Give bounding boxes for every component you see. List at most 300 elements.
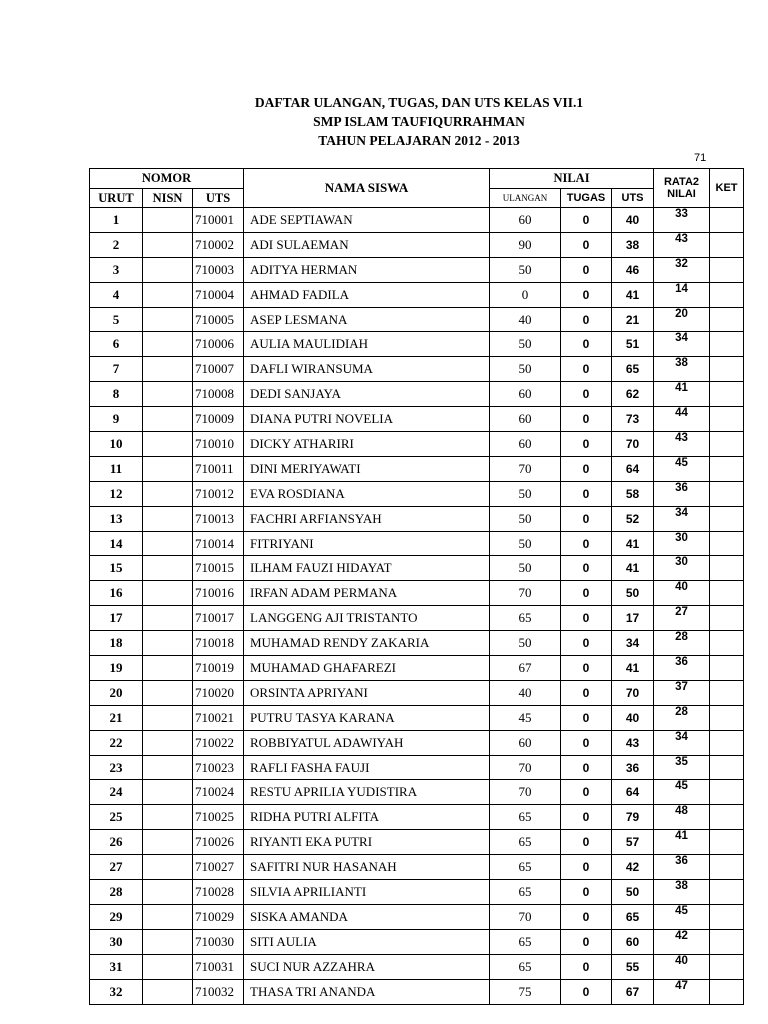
cell-uts-score: 50 [612, 581, 654, 606]
cell-urut: 14 [90, 531, 143, 556]
cell-ket [710, 531, 744, 556]
header-nisn: NISN [143, 189, 193, 208]
cell-ulangan: 40 [490, 680, 561, 705]
table-row [90, 656, 744, 681]
cell-rata-nilai: 30 [654, 556, 710, 581]
cell-rata-nilai: 45 [654, 456, 710, 481]
cell-nisn [143, 705, 193, 730]
cell-student-name: ROBBIYATUL ADAWIYAH [244, 730, 490, 755]
cell-student-name: ORSINTA APRIYANI [244, 680, 490, 705]
cell-uts-number: 710012 [193, 481, 244, 506]
cell-ulangan: 65 [490, 880, 561, 905]
cell-nisn [143, 407, 193, 432]
cell-tugas: 0 [561, 880, 612, 905]
cell-uts-number: 710020 [193, 680, 244, 705]
cell-ket [710, 208, 744, 233]
header-rata-line2: NILAI [667, 188, 696, 200]
table-row [90, 830, 744, 855]
cell-tugas: 0 [561, 730, 612, 755]
cell-ulangan: 40 [490, 307, 561, 332]
cell-urut: 25 [90, 805, 143, 830]
cell-uts-number: 710029 [193, 904, 244, 929]
cell-nisn [143, 432, 193, 457]
cell-student-name: THASA TRI ANANDA [244, 979, 490, 1004]
cell-ket [710, 904, 744, 929]
cell-tugas: 0 [561, 755, 612, 780]
cell-ulangan: 65 [490, 606, 561, 631]
table-row [90, 606, 744, 631]
cell-student-name: FACHRI ARFIANSYAH [244, 506, 490, 531]
cell-student-name: RIYANTI EKA PUTRI [244, 830, 490, 855]
cell-student-name: DAFLI WIRANSUMA [244, 357, 490, 382]
cell-uts-number: 710006 [193, 332, 244, 357]
cell-uts-number: 710021 [193, 705, 244, 730]
header-urut: URUT [90, 189, 143, 208]
cell-nisn [143, 307, 193, 332]
cell-uts-number: 710009 [193, 407, 244, 432]
table-row [90, 581, 744, 606]
cell-rata-nilai: 35 [654, 755, 710, 780]
cell-urut: 15 [90, 556, 143, 581]
cell-nisn [143, 780, 193, 805]
corner-number: 71 [694, 152, 707, 164]
table-row [90, 979, 744, 1004]
table-row [90, 282, 744, 307]
cell-ket [710, 680, 744, 705]
cell-uts-number: 710002 [193, 232, 244, 257]
cell-nisn [143, 805, 193, 830]
cell-ulangan: 60 [490, 382, 561, 407]
cell-nisn [143, 382, 193, 407]
cell-nisn [143, 929, 193, 954]
cell-urut: 1 [90, 208, 143, 233]
cell-tugas: 0 [561, 506, 612, 531]
cell-ket [710, 581, 744, 606]
header-row-top [90, 169, 744, 189]
cell-tugas: 0 [561, 432, 612, 457]
table-row [90, 680, 744, 705]
cell-uts-score: 67 [612, 979, 654, 1004]
cell-tugas: 0 [561, 581, 612, 606]
cell-tugas: 0 [561, 232, 612, 257]
header-nomor: NOMOR [90, 169, 244, 189]
cell-uts-score: 40 [612, 208, 654, 233]
cell-nisn [143, 282, 193, 307]
school-name: SMP ISLAM TAUFIQURRAHMAN [313, 114, 525, 129]
cell-student-name: AULIA MAULIDIAH [244, 332, 490, 357]
cell-urut: 8 [90, 382, 143, 407]
cell-uts-score: 65 [612, 357, 654, 382]
cell-urut: 19 [90, 656, 143, 681]
cell-rata-nilai: 44 [654, 407, 710, 432]
cell-ket [710, 481, 744, 506]
cell-ulangan: 67 [490, 656, 561, 681]
cell-uts-number: 710019 [193, 656, 244, 681]
cell-ulangan: 60 [490, 730, 561, 755]
cell-ket [710, 730, 744, 755]
cell-tugas: 0 [561, 705, 612, 730]
cell-student-name: AHMAD FADILA [244, 282, 490, 307]
table-row [90, 954, 744, 979]
cell-ulangan: 65 [490, 830, 561, 855]
cell-tugas: 0 [561, 307, 612, 332]
cell-urut: 24 [90, 780, 143, 805]
header-rata-nilai [654, 169, 710, 208]
cell-student-name: DEDI SANJAYA [244, 382, 490, 407]
cell-uts-number: 710004 [193, 282, 244, 307]
cell-rata-nilai: 45 [654, 904, 710, 929]
cell-uts-score: 55 [612, 954, 654, 979]
academic-year: TAHUN PELAJARAN 2012 - 2013 [318, 133, 520, 148]
cell-uts-score: 34 [612, 631, 654, 656]
cell-uts-score: 73 [612, 407, 654, 432]
cell-uts-number: 710007 [193, 357, 244, 382]
cell-ulangan: 65 [490, 855, 561, 880]
cell-rata-nilai: 28 [654, 631, 710, 656]
cell-ulangan: 45 [490, 705, 561, 730]
cell-uts-score: 58 [612, 481, 654, 506]
cell-uts-score: 52 [612, 506, 654, 531]
cell-ulangan: 60 [490, 208, 561, 233]
cell-uts-score: 57 [612, 830, 654, 855]
cell-urut: 2 [90, 232, 143, 257]
cell-uts-number: 710001 [193, 208, 244, 233]
cell-tugas: 0 [561, 656, 612, 681]
cell-uts-number: 710010 [193, 432, 244, 457]
cell-urut: 22 [90, 730, 143, 755]
cell-ket [710, 705, 744, 730]
cell-rata-nilai: 32 [654, 257, 710, 282]
cell-uts-score: 21 [612, 307, 654, 332]
cell-uts-number: 710032 [193, 979, 244, 1004]
cell-tugas: 0 [561, 257, 612, 282]
cell-tugas: 0 [561, 929, 612, 954]
table-row [90, 481, 744, 506]
cell-urut: 26 [90, 830, 143, 855]
cell-student-name: MUHAMAD GHAFAREZI [244, 656, 490, 681]
cell-student-name: RAFLI FASHA FAUJI [244, 755, 490, 780]
cell-uts-score: 46 [612, 257, 654, 282]
cell-urut: 7 [90, 357, 143, 382]
table-row [90, 307, 744, 332]
cell-ket [710, 432, 744, 457]
header-ket: KET [710, 169, 744, 208]
cell-nisn [143, 979, 193, 1004]
cell-uts-number: 710030 [193, 929, 244, 954]
cell-nisn [143, 954, 193, 979]
cell-urut: 13 [90, 506, 143, 531]
cell-tugas: 0 [561, 382, 612, 407]
cell-rata-nilai: 45 [654, 780, 710, 805]
cell-student-name: SAFITRI NUR HASANAH [244, 855, 490, 880]
cell-rata-nilai: 28 [654, 705, 710, 730]
cell-ket [710, 656, 744, 681]
cell-student-name: RIDHA PUTRI ALFITA [244, 805, 490, 830]
cell-uts-score: 70 [612, 432, 654, 457]
table-header [90, 169, 744, 208]
cell-ulangan: 70 [490, 456, 561, 481]
cell-ulangan: 65 [490, 954, 561, 979]
cell-nisn [143, 357, 193, 382]
cell-uts-score: 42 [612, 855, 654, 880]
cell-uts-number: 710031 [193, 954, 244, 979]
cell-urut: 21 [90, 705, 143, 730]
cell-nisn [143, 755, 193, 780]
header-uts: UTS [612, 189, 654, 208]
cell-nisn [143, 581, 193, 606]
cell-ket [710, 257, 744, 282]
cell-uts-score: 50 [612, 880, 654, 905]
document-title-block [0, 93, 768, 150]
cell-ket [710, 855, 744, 880]
cell-uts-number: 710026 [193, 830, 244, 855]
cell-student-name: PUTRU TASYA KARANA [244, 705, 490, 730]
cell-uts-score: 43 [612, 730, 654, 755]
cell-rata-nilai: 38 [654, 880, 710, 905]
table-row [90, 755, 744, 780]
cell-tugas: 0 [561, 680, 612, 705]
cell-nisn [143, 257, 193, 282]
cell-ket [710, 979, 744, 1004]
table-row [90, 332, 744, 357]
cell-tugas: 0 [561, 954, 612, 979]
cell-nisn [143, 232, 193, 257]
cell-nisn [143, 880, 193, 905]
cell-tugas: 0 [561, 556, 612, 581]
cell-urut: 9 [90, 407, 143, 432]
cell-uts-number: 710017 [193, 606, 244, 631]
cell-rata-nilai: 34 [654, 730, 710, 755]
document-title: DAFTAR ULANGAN, TUGAS, DAN UTS KELAS VII.1 [254, 95, 584, 110]
cell-ket [710, 307, 744, 332]
cell-uts-score: 65 [612, 904, 654, 929]
cell-student-name: EVA ROSDIANA [244, 481, 490, 506]
cell-rata-nilai: 40 [654, 581, 710, 606]
cell-uts-number: 710011 [193, 456, 244, 481]
cell-ulangan: 65 [490, 805, 561, 830]
cell-uts-score: 60 [612, 929, 654, 954]
cell-uts-number: 710028 [193, 880, 244, 905]
cell-ulangan: 50 [490, 332, 561, 357]
cell-tugas: 0 [561, 481, 612, 506]
cell-uts-score: 62 [612, 382, 654, 407]
cell-nisn [143, 481, 193, 506]
table-row [90, 208, 744, 233]
header-nama-siswa: NAMA SISWA [244, 169, 490, 208]
cell-uts-score: 17 [612, 606, 654, 631]
cell-uts-number: 710025 [193, 805, 244, 830]
cell-tugas: 0 [561, 456, 612, 481]
grade-table [89, 168, 744, 1005]
table-row [90, 929, 744, 954]
cell-student-name: SISKA AMANDA [244, 904, 490, 929]
cell-uts-score: 64 [612, 780, 654, 805]
cell-nisn [143, 456, 193, 481]
cell-rata-nilai: 34 [654, 332, 710, 357]
table-row [90, 232, 744, 257]
cell-ket [710, 232, 744, 257]
cell-rata-nilai: 30 [654, 531, 710, 556]
cell-uts-number: 710008 [193, 382, 244, 407]
table-row [90, 631, 744, 656]
cell-nisn [143, 855, 193, 880]
cell-uts-number: 710013 [193, 506, 244, 531]
cell-nisn [143, 332, 193, 357]
cell-ket [710, 357, 744, 382]
cell-uts-score: 41 [612, 282, 654, 307]
cell-uts-number: 710023 [193, 755, 244, 780]
cell-ket [710, 456, 744, 481]
cell-rata-nilai: 41 [654, 830, 710, 855]
cell-tugas: 0 [561, 282, 612, 307]
cell-ulangan: 70 [490, 780, 561, 805]
table-row [90, 730, 744, 755]
cell-nisn [143, 506, 193, 531]
cell-ket [710, 282, 744, 307]
cell-rata-nilai: 38 [654, 357, 710, 382]
cell-ket [710, 780, 744, 805]
cell-tugas: 0 [561, 855, 612, 880]
header-nilai: NILAI [490, 169, 654, 189]
cell-uts-score: 51 [612, 332, 654, 357]
cell-urut: 11 [90, 456, 143, 481]
cell-rata-nilai: 43 [654, 432, 710, 457]
cell-ulangan: 90 [490, 232, 561, 257]
cell-ulangan: 70 [490, 581, 561, 606]
cell-uts-score: 64 [612, 456, 654, 481]
cell-rata-nilai: 42 [654, 929, 710, 954]
cell-uts-number: 710018 [193, 631, 244, 656]
cell-tugas: 0 [561, 830, 612, 855]
cell-ulangan: 50 [490, 257, 561, 282]
cell-student-name: LANGGENG AJI TRISTANTO [244, 606, 490, 631]
cell-uts-score: 70 [612, 680, 654, 705]
cell-uts-number: 710022 [193, 730, 244, 755]
cell-ket [710, 407, 744, 432]
cell-urut: 16 [90, 581, 143, 606]
cell-urut: 12 [90, 481, 143, 506]
cell-ulangan: 60 [490, 407, 561, 432]
cell-rata-nilai: 48 [654, 805, 710, 830]
cell-tugas: 0 [561, 332, 612, 357]
header-rata-line1: RATA2 [663, 176, 700, 188]
cell-student-name: SITI AULIA [244, 929, 490, 954]
cell-student-name: SUCI NUR AZZAHRA [244, 954, 490, 979]
cell-rata-nilai: 36 [654, 481, 710, 506]
cell-rata-nilai: 34 [654, 506, 710, 531]
cell-ket [710, 755, 744, 780]
cell-urut: 3 [90, 257, 143, 282]
cell-urut: 6 [90, 332, 143, 357]
cell-student-name: ADITYA HERMAN [244, 257, 490, 282]
header-tugas: TUGAS [561, 189, 612, 208]
cell-tugas: 0 [561, 631, 612, 656]
cell-student-name: FITRIYANI [244, 531, 490, 556]
cell-nisn [143, 208, 193, 233]
cell-urut: 31 [90, 954, 143, 979]
cell-urut: 30 [90, 929, 143, 954]
table-row [90, 780, 744, 805]
cell-urut: 23 [90, 755, 143, 780]
cell-student-name: DIANA PUTRI NOVELIA [244, 407, 490, 432]
table-row [90, 880, 744, 905]
cell-student-name: MUHAMAD RENDY ZAKARIA [244, 631, 490, 656]
cell-ulangan: 0 [490, 282, 561, 307]
cell-rata-nilai: 33 [654, 208, 710, 233]
cell-student-name: SILVIA APRILIANTI [244, 880, 490, 905]
cell-uts-number: 710027 [193, 855, 244, 880]
cell-uts-score: 41 [612, 556, 654, 581]
cell-rata-nilai: 43 [654, 232, 710, 257]
table-row [90, 531, 744, 556]
cell-tugas: 0 [561, 805, 612, 830]
cell-rata-nilai: 36 [654, 656, 710, 681]
table-row [90, 855, 744, 880]
cell-ket [710, 830, 744, 855]
table-row [90, 805, 744, 830]
table-row [90, 904, 744, 929]
cell-uts-score: 36 [612, 755, 654, 780]
table-row [90, 382, 744, 407]
cell-tugas: 0 [561, 606, 612, 631]
cell-uts-score: 38 [612, 232, 654, 257]
cell-student-name: RESTU APRILIA YUDISTIRA [244, 780, 490, 805]
cell-rata-nilai: 27 [654, 606, 710, 631]
cell-urut: 4 [90, 282, 143, 307]
cell-student-name: ADE SEPTIAWAN [244, 208, 490, 233]
cell-uts-score: 41 [612, 531, 654, 556]
cell-nisn [143, 904, 193, 929]
cell-tugas: 0 [561, 407, 612, 432]
cell-rata-nilai: 14 [654, 282, 710, 307]
cell-nisn [143, 680, 193, 705]
table-row [90, 456, 744, 481]
cell-ulangan: 70 [490, 904, 561, 929]
cell-ulangan: 70 [490, 755, 561, 780]
cell-nisn [143, 631, 193, 656]
cell-urut: 32 [90, 979, 143, 1004]
cell-urut: 5 [90, 307, 143, 332]
table-row [90, 257, 744, 282]
cell-ket [710, 631, 744, 656]
cell-tugas: 0 [561, 780, 612, 805]
table-body [90, 208, 744, 1005]
cell-ulangan: 50 [490, 631, 561, 656]
table-row [90, 506, 744, 531]
cell-urut: 20 [90, 680, 143, 705]
cell-uts-score: 79 [612, 805, 654, 830]
cell-urut: 28 [90, 880, 143, 905]
cell-urut: 10 [90, 432, 143, 457]
cell-tugas: 0 [561, 979, 612, 1004]
cell-student-name: ADI SULAEMAN [244, 232, 490, 257]
cell-uts-number: 710014 [193, 531, 244, 556]
cell-nisn [143, 531, 193, 556]
table-row [90, 705, 744, 730]
cell-ket [710, 929, 744, 954]
table-row [90, 432, 744, 457]
table-row [90, 357, 744, 382]
cell-student-name: DINI MERIYAWATI [244, 456, 490, 481]
cell-urut: 27 [90, 855, 143, 880]
cell-uts-number: 710024 [193, 780, 244, 805]
cell-urut: 29 [90, 904, 143, 929]
cell-ulangan: 75 [490, 979, 561, 1004]
cell-ket [710, 805, 744, 830]
cell-ket [710, 556, 744, 581]
table-row [90, 556, 744, 581]
cell-student-name: ASEP LESMANA [244, 307, 490, 332]
